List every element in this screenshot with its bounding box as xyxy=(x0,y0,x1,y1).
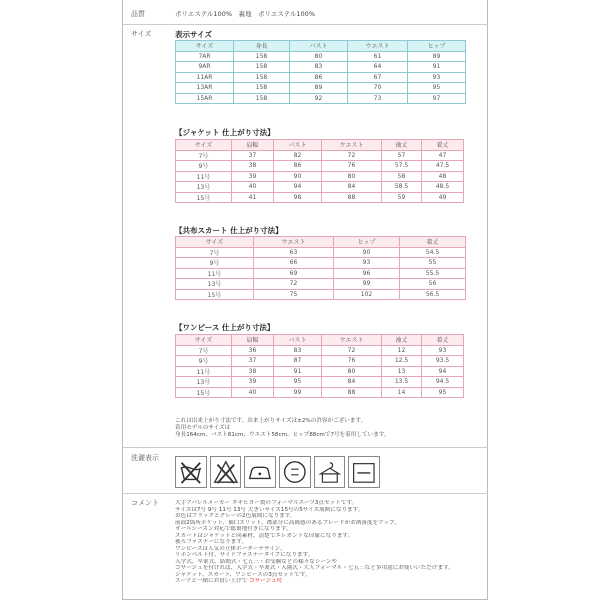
header-cell: 肩幅 xyxy=(232,140,274,151)
table-cell: 15号 xyxy=(176,387,232,398)
table-cell: 57.5 xyxy=(382,161,422,172)
table-cell: 88 xyxy=(322,387,382,398)
table-cell: 37 xyxy=(232,150,274,161)
table-cell: 7号 xyxy=(176,247,254,258)
comment-line: オールシーズン対応で総裏地付きになります。 xyxy=(175,526,292,532)
table-cell: 86 xyxy=(274,161,322,172)
comment-line: スカートはジャケットと同素材、清楚でエレガントな印象になります。 xyxy=(175,532,354,539)
table-cell: 95 xyxy=(408,83,466,94)
table-row xyxy=(176,171,464,182)
comment-line: 前面2箇所ポケット、袖口スリット、襟部分に高級感のあるブレードがお洒落度をアップ。 xyxy=(175,519,400,526)
table-cell: 89 xyxy=(408,51,466,62)
table-cell: 61 xyxy=(348,51,408,62)
header-cell: 身長 xyxy=(234,41,290,52)
header-cell: 袖丈 xyxy=(382,140,422,151)
table-row xyxy=(176,192,464,203)
header-cell: ヒップ xyxy=(334,237,400,248)
table-cell: 102 xyxy=(334,289,400,300)
divider xyxy=(122,24,488,25)
wash-icons xyxy=(175,456,380,490)
table-cell: 96 xyxy=(334,268,400,279)
table-cell: 158 xyxy=(234,51,290,62)
table-cell: 13.5 xyxy=(382,377,422,388)
comment-line: 入学式、卒業式、結婚式・七五三・お受験などの様々なシーンや xyxy=(175,558,338,565)
table-row xyxy=(176,150,464,161)
table-row xyxy=(176,345,464,356)
table-cell: 55 xyxy=(400,258,466,269)
table-cell: 94 xyxy=(422,366,464,377)
table-row xyxy=(176,258,466,269)
table-cell: 83 xyxy=(290,62,348,73)
header-cell: 肩幅 xyxy=(232,335,274,346)
table-cell: 80 xyxy=(322,366,382,377)
table-cell: 48 xyxy=(422,171,464,182)
header-cell: サイズ xyxy=(176,335,232,346)
table-cell: 11号 xyxy=(176,366,232,377)
table-cell: 93 xyxy=(422,345,464,356)
table-row xyxy=(176,182,464,193)
table-cell: 47 xyxy=(422,150,464,161)
table-cell: 91 xyxy=(408,62,466,73)
header-cell: 着丈 xyxy=(400,237,466,248)
table-cell: 97 xyxy=(408,93,466,104)
table-row xyxy=(176,377,464,388)
table-cell: 64 xyxy=(348,62,408,73)
table-cell: 82 xyxy=(274,150,322,161)
divider xyxy=(122,447,488,448)
jacket-size-title: 【ジャケット 仕上がり寸法】 xyxy=(175,128,275,137)
table-cell: 13号 xyxy=(176,182,232,193)
no-bleach-icon xyxy=(210,456,242,488)
header-cell: ウエスト xyxy=(322,335,382,346)
table-cell: 59 xyxy=(382,192,422,203)
size-note-line: これは出来上がり寸法です。出来上がりサイズは±2%の許容がございます。 xyxy=(175,418,367,424)
table-cell: 58.5 xyxy=(382,182,422,193)
table-cell: 9号 xyxy=(176,161,232,172)
table-row xyxy=(176,387,464,398)
dry-clean-icon xyxy=(279,456,311,488)
comment-line: リボンベルト付、サイドファスナータイプになります。 xyxy=(175,552,314,558)
comment-line: お色はブラックとグレーの2色展開になります。 xyxy=(175,513,296,519)
table-cell: 12.5 xyxy=(382,356,422,367)
header-cell: バスト xyxy=(290,41,348,52)
dress-size-table xyxy=(175,334,464,398)
table-cell: 92 xyxy=(290,93,348,104)
header-cell: ヒップ xyxy=(408,41,466,52)
table-cell: 76 xyxy=(322,356,382,367)
table-cell: 66 xyxy=(254,258,334,269)
header-cell: ウエスト xyxy=(322,140,382,151)
jacket-size-table xyxy=(175,139,464,203)
comment-line: サイズは7号 9号 11号 13号 大きいサイズ15号の5サイズ展開になります。 xyxy=(175,506,364,513)
no-wash-icon xyxy=(175,456,207,488)
table-cell: 93.5 xyxy=(422,356,464,367)
table-cell: 86 xyxy=(290,72,348,83)
header-cell: ウエスト xyxy=(348,41,408,52)
divider xyxy=(122,493,488,494)
table-cell: 58 xyxy=(382,171,422,182)
table-cell: 89 xyxy=(290,83,348,94)
table-cell: 13号 xyxy=(176,377,232,388)
table-cell: 13AR xyxy=(176,83,234,94)
comment-line xyxy=(175,578,480,585)
table-cell: 41 xyxy=(232,192,274,203)
table-cell: 73 xyxy=(348,93,408,104)
comment-line-text: スーツと一緒にお買い上げで xyxy=(175,578,248,584)
table-cell: 15AR xyxy=(176,93,234,104)
table-cell: 15号 xyxy=(176,289,254,300)
table-cell: 39 xyxy=(232,377,274,388)
header-cell: 袖丈 xyxy=(382,335,422,346)
table-cell: 67 xyxy=(348,72,408,83)
table-cell: 49 xyxy=(422,192,464,203)
wash-label: 洗濯表示 xyxy=(131,454,159,462)
header-cell: サイズ xyxy=(176,237,254,248)
table-cell: 75 xyxy=(254,289,334,300)
header-cell: 着丈 xyxy=(422,335,464,346)
table-cell: 14 xyxy=(382,387,422,398)
table-cell: 56.5 xyxy=(400,289,466,300)
table-cell: 11号 xyxy=(176,268,254,279)
comment-line: ワンピースは人気の立体ボーダーデザイン。 xyxy=(175,545,286,552)
table-cell: 87 xyxy=(274,356,322,367)
header-cell: ウエスト xyxy=(254,237,334,248)
table-cell: 13号 xyxy=(176,279,254,290)
table-cell: 158 xyxy=(234,72,290,83)
table-cell: 94 xyxy=(274,182,322,193)
table-row xyxy=(176,51,466,62)
size-label: サイズ xyxy=(131,30,152,38)
table-cell: 15号 xyxy=(176,192,232,203)
table-cell: 47.5 xyxy=(422,161,464,172)
table-cell: 80 xyxy=(290,51,348,62)
table-cell: 90 xyxy=(274,171,322,182)
table-row xyxy=(176,93,466,104)
table-cell: 9AR xyxy=(176,62,234,73)
table-cell: 13 xyxy=(382,366,422,377)
table-cell: 57 xyxy=(382,150,422,161)
material-value: ポリエステル100% 裏地 ポリエステル100% xyxy=(175,10,315,18)
table-cell: 70 xyxy=(348,83,408,94)
table-cell: 11号 xyxy=(176,171,232,182)
hang-dry-icon xyxy=(314,456,346,488)
size-notes xyxy=(175,418,390,440)
table-cell: 9号 xyxy=(176,258,254,269)
table-row xyxy=(176,289,466,300)
table-cell: 95 xyxy=(422,387,464,398)
table-cell: 99 xyxy=(274,387,322,398)
table-cell: 48.5 xyxy=(422,182,464,193)
table-cell: 11AR xyxy=(176,72,234,83)
table-cell: 90 xyxy=(334,247,400,258)
comment-line: 大手アパレルメーカー タキヒヨー製のフォーマルスーツ3点セットです。 xyxy=(175,500,358,506)
table-cell: 76 xyxy=(322,161,382,172)
comment-label: コメント xyxy=(131,499,159,507)
table-cell: 72 xyxy=(322,345,382,356)
size-note-line: 身長164cm、バスト81cm、ウエスト58cm、ヒップ88cmで7号を着用しています。 xyxy=(175,432,390,439)
table-cell: 88 xyxy=(322,192,382,203)
table-cell: 39 xyxy=(232,171,274,182)
table-cell: 7号 xyxy=(176,150,232,161)
material-label: 品質 xyxy=(131,10,145,18)
table-cell: 69 xyxy=(254,268,334,279)
table-row xyxy=(176,356,464,367)
table-header-row xyxy=(176,140,464,151)
table-cell: 93 xyxy=(408,72,466,83)
table-cell: 94.5 xyxy=(422,377,464,388)
comment-line: 後ろファスナーになります。 xyxy=(175,539,248,545)
dress-size-title: 【ワンピース 仕上がり寸法】 xyxy=(175,323,275,332)
table-cell: 72 xyxy=(254,279,334,290)
table-row xyxy=(176,247,466,258)
skirt-size-table xyxy=(175,236,466,300)
table-cell: 93 xyxy=(334,258,400,269)
table-cell: 12 xyxy=(382,345,422,356)
table-cell: 55.5 xyxy=(400,268,466,279)
size-note-line: 着用モデルのサイズは xyxy=(175,425,231,432)
table-cell: 36 xyxy=(232,345,274,356)
table-cell: 158 xyxy=(234,93,290,104)
table-row xyxy=(176,366,464,377)
table-cell: 99 xyxy=(334,279,400,290)
table-cell: 158 xyxy=(234,62,290,73)
table-cell: 98 xyxy=(274,192,322,203)
table-header-row xyxy=(176,237,466,248)
table-header-row xyxy=(176,41,466,52)
table-cell: 80 xyxy=(322,171,382,182)
table-cell: 95 xyxy=(274,377,322,388)
header-cell: バスト xyxy=(274,140,322,151)
table-cell: 9号 xyxy=(176,356,232,367)
flat-dry-icon xyxy=(348,456,380,488)
display-size-title: 表示サイズ xyxy=(175,30,212,39)
corsage-highlight: コサージュ付 xyxy=(249,578,283,584)
table-cell: 72 xyxy=(322,150,382,161)
table-row xyxy=(176,62,466,73)
table-cell: 40 xyxy=(232,182,274,193)
header-cell: 着丈 xyxy=(422,140,464,151)
table-row xyxy=(176,83,466,94)
comment-line: コサージュを付ければ、入学式・卒業式・入園式・大人フォーマル・七五三など多用途にお使いいただけます。 xyxy=(175,565,454,571)
table-row xyxy=(176,161,464,172)
table-cell: 84 xyxy=(322,377,382,388)
header-cell: サイズ xyxy=(176,41,234,52)
table-cell: 40 xyxy=(232,387,274,398)
header-cell: バスト xyxy=(274,335,322,346)
table-cell: 38 xyxy=(232,161,274,172)
table-cell: 84 xyxy=(322,182,382,193)
iron-icon xyxy=(244,456,276,488)
table-cell: 83 xyxy=(274,345,322,356)
comment-text xyxy=(175,500,480,585)
table-row xyxy=(176,268,466,279)
table-cell: 54.5 xyxy=(400,247,466,258)
table-cell: 7AR xyxy=(176,51,234,62)
table-cell: 63 xyxy=(254,247,334,258)
display-size-table xyxy=(175,40,466,104)
table-cell: 56 xyxy=(400,279,466,290)
table-row xyxy=(176,72,466,83)
table-cell: 91 xyxy=(274,366,322,377)
header-cell: サイズ xyxy=(176,140,232,151)
table-cell: 37 xyxy=(232,356,274,367)
table-header-row xyxy=(176,335,464,346)
table-row xyxy=(176,279,466,290)
table-cell: 38 xyxy=(232,366,274,377)
table-cell: 158 xyxy=(234,83,290,94)
table-cell: 7号 xyxy=(176,345,232,356)
comment-line: ジャケット、スカート、ワンピースの3点セットです。 xyxy=(175,571,311,578)
skirt-size-title: 【共布スカート 仕上がり寸法】 xyxy=(175,226,283,235)
